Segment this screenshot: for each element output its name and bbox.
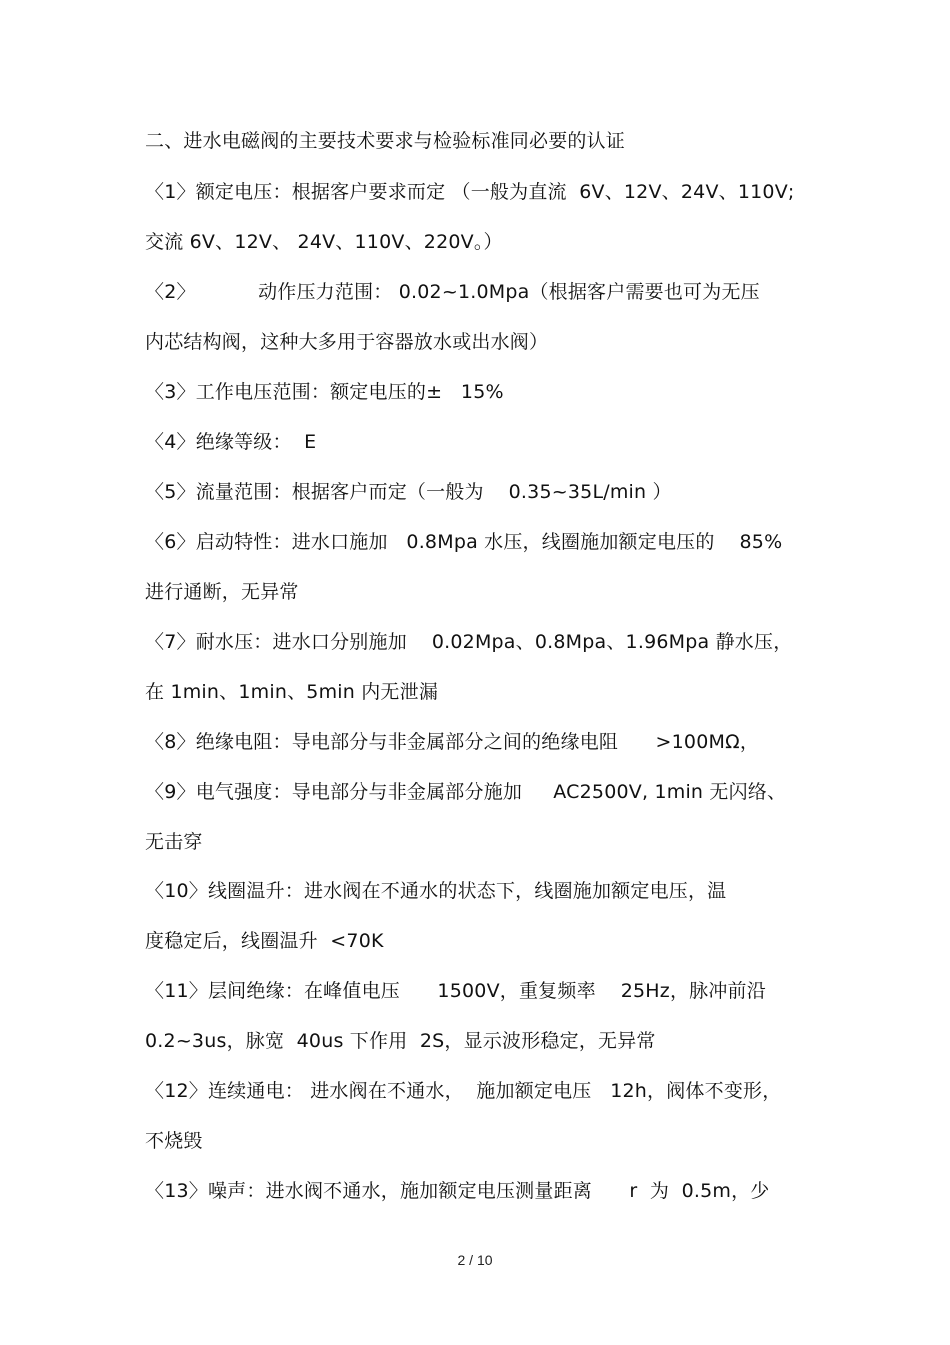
text-line: 〈10〉线圈温升：进水阀在不通水的状态下，线圈施加额定电压，温	[145, 880, 727, 902]
text-line: 〈7〉耐水压：进水口分别施加 0.02Mpa、0.8Mpa、1.96Mpa 静水压，	[145, 631, 793, 653]
text-line: 〈5〉流量范围：根据客户而定（一般为 0.35~35L/min ）	[145, 481, 672, 503]
text-line: 〈1〉额定电压：根据客户要求而定 （一般为直流 6V、12V、24V、110V;	[145, 181, 795, 203]
text-line: 〈2〉 动作压力范围： 0.02~1.0Mpa（根据客户需要也可为无压	[145, 281, 760, 303]
text-line: 进行通断，无异常	[145, 581, 299, 603]
text-line: 0.2~3us，脉宽 40us 下作用 2S，显示波形稳定，无异常	[145, 1030, 656, 1052]
text-line: 〈9〉电气强度：导电部分与非金属部分施加 AC2500V, 1min 无闪络、	[145, 781, 787, 803]
text-line: 〈4〉绝缘等级： E	[145, 431, 317, 453]
text-line: 〈6〉启动特性：进水口施加 0.8Mpa 水压，线圈施加额定电压的 85%	[145, 531, 783, 553]
text-line: 度稳定后，线圈温升 <70K	[145, 930, 384, 952]
text-line: 不烧毁	[145, 1130, 203, 1152]
text-line: 〈3〉工作电压范围：额定电压的± 15%	[145, 381, 504, 403]
text-line: 在 1min、1min、5min 内无泄漏	[145, 681, 439, 703]
text-line: 交流 6V、12V、 24V、110V、220V。）	[145, 231, 503, 253]
text-line: 〈13〉噪声：进水阀不通水，施加额定电压测量距离 r 为 0.5m，少	[145, 1180, 770, 1202]
page-number: 2 / 10	[457, 1252, 493, 1268]
text-line: 〈12〉连续通电： 进水阀在不通水， 施加额定电压 12h，阀体不变形，	[145, 1080, 782, 1102]
text-line: 内芯结构阀，这种大多用于容器放水或出水阀）	[145, 331, 549, 353]
section-heading: 二、进水电磁阀的主要技术要求与检验标准同必要的认证	[145, 130, 626, 152]
text-line: 〈8〉绝缘电阻：导电部分与非金属部分之间的绝缘电阻 >100MΩ，	[145, 731, 760, 753]
text-line: 无击穿	[145, 831, 203, 853]
text-line: 〈11〉层间绝缘：在峰值电压 1500V，重复频率 25Hz，脉冲前沿	[145, 980, 766, 1002]
